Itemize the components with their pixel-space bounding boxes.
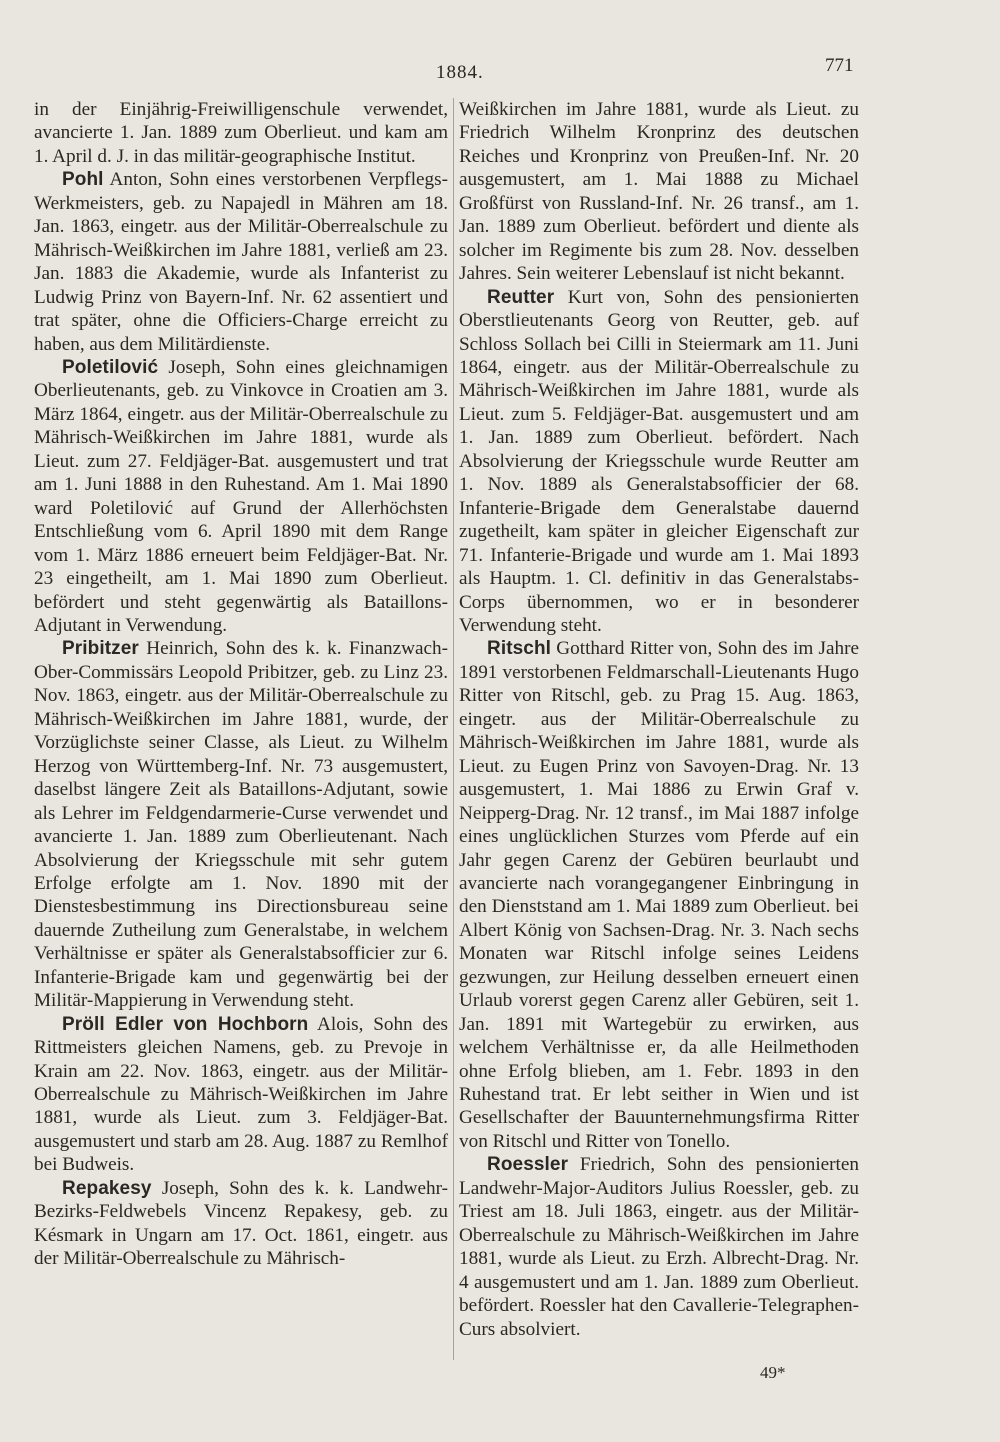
column-divider [453, 98, 454, 1360]
biography-entry-repakesy [34, 1177, 448, 1271]
entry-name: Reutter [487, 286, 555, 308]
biography-entry-poletilovic [34, 356, 448, 637]
left-column [34, 98, 448, 1271]
entry-name: Roessler [487, 1154, 569, 1176]
entry-text: Joseph, Sohn eines gleichnamigen Oberlieutenants, geb. zu Vinkovce in Croatien am 3. März 1864, eingetr. aus der Militär-Oberrealschule zu Mährisch-Weißkirchen im Jahre 1881, wurde als Lieut. zum 27. Feldjäger-Bat. ausgemustert und trat am 1. Juni 1888 in den Ruhestand. Am 1. Mai 1890 ward Poletilović auf Grund der Allerhöchsten Entschließung vom 6. April 1890 mit dem Range vom 1. März 1886 erneuert beim Feldjäger-Bat. Nr. 23 eingetheilt, am 1. Mai 1890 zum Oberlieut. befördert und steht gegenwärtig als Bataillons-Adjutant in Verwendung. [34, 356, 448, 636]
biography-entry-pohl [34, 168, 448, 356]
entry-text: Friedrich, Sohn des pensionierten Landwehr-Major-Auditors Julius Roessler, geb. zu Triest am 18. Juli 1863, eingetr. aus der Militär-Oberrealschule zu Mährisch-Weißkirchen im Jahre 1881, wurde als Lieut. zu Erzh. Albrecht-Drag. Nr. 4 ausgemustert und am 1. Jan. 1889 zum Oberlieut. befördert. Roessler hat den Cavallerie-Telegraphen-Curs absolviert. [459, 1154, 859, 1340]
entry-name: Ritschl [487, 638, 552, 660]
entry-text: Heinrich, Sohn des k. k. Finanzwach-Ober-Commissärs Leopold Pribitzer, geb. zu Linz 23. Nov. 1863, eingetr. aus der Militär-Oberrealschule zu Mährisch-Weißkirchen im Jahre 1881, wurde, der Vorzüglichste seiner Classe, als Lieut. zu Wilhelm Herzog von Württemberg-Inf. Nr. 73 ausgemustert, daselbst längere Zeit als Bataillons-Adjutant, sowie als Lehrer im Feldgendarmerie-Curse verwendet und avancierte 1. Jan. 1889 zum Oberlieutenant. Nach Absolvierung der Kriegsschule mit sehr gutem Erfolge erfolgte am 1. Nov. 1890 mit der Dienstesbestimmung ins Directionsbureau seine dauernde Zutheilung zum Generalstabe, in welchem Verhältnisse er später als Generalstabsofficier zur 6. Infanterie-Brigade kam und gegenwärtig bei der Militär-Mappierung in Verwendung steht. [34, 638, 448, 1012]
entry-name: Pribitzer [62, 638, 139, 660]
biography-entry-reutter [459, 286, 859, 638]
entry-text: Gotthard Ritter von, Sohn des im Jahre 1891 verstorbenen Feldmarschall-Lieutenants Hugo Ritter von Ritschl, geb. zu Prag 15. Aug. 1863, eingetr. aus der Militär-Oberrealschule zu Mährisch-Weißkirchen im Jahre 1881, wurde als Lieut. zu Eugen Prinz von Savoyen-Drag. Nr. 13 ausgemustert, 1. Mai 1886 zu Erwin Graf v. Neipperg-Drag. Nr. 12 transf., im Mai 1887 infolge eines unglücklichen Sturzes vom Pferde auf ein Jahr gegen Carenz der Gebüren beurlaubt und avancierte nach vorangegangener Einbringung in den Dienststand am 1. Mai 1889 zum Oberlieut. bei Albert König von Sachsen-Drag. Nr. 3. Nach sechs Monaten war Ritschl infolge seines Leidens gezwungen, zur Heilung desselben erneuert einen Urlaub vorerst gegen Carenz aller Gebüren, seit 1. Jan. 1891 mit Wartegebür zu erwirken, aus welchem Verhältnisse er, da alle Heilmethoden ohne Erfolg blieben, am 1. Febr. 1893 in den Ruhestand trat. Er lebt seither in Wien und ist Gesellschafter der Bauunternehmungsfirma Ritter von Ritschl und Ritter von Tonello. [459, 638, 859, 1152]
continuation-paragraph: in der Einjährig-Freiwilligenschule verwendet, avancierte 1. Jan. 1889 zum Oberlieut. und kam am 1. April d. J. in das militär-geographische Institut. [34, 99, 448, 167]
entry-name: Repakesy [62, 1177, 152, 1199]
running-head-year: 1884. [436, 62, 484, 83]
continuation-paragraph: Weißkirchen im Jahre 1881, wurde als Lieut. zu Friedrich Wilhelm Kronprinz des deutschen Reiches und Kronprinz von Preußen-Inf. Nr. 20 ausgemustert, am 1. Mai 1888 zu Michael Großfürst von Russland-Inf. Nr. 26 transf., am 1. Jan. 1889 zum Oberlieut. befördert und diente als solcher im Regimente bis zum 28. Nov. desselben Jahres. Sein weiterer Lebenslauf ist nicht bekannt. [459, 99, 859, 285]
entry-text: Alois, Sohn des Rittmeisters gleichen Namens, geb. zu Prevoje in Krain am 22. Nov. 1863, eingetr. aus der Militär-Oberrealschule zu Mährisch-Weißkirchen im Jahre 1881, wurde als Lieut. zum 3. Feldjäger-Bat. ausgemustert und starb am 28. Aug. 1887 zu Remlhof bei Budweis. [34, 1013, 448, 1176]
entry-name: Poletilović [62, 356, 159, 378]
entry-text: Joseph, Sohn des k. k. Landwehr-Bezirks-Feldwebels Vincenz Repakesy, geb. zu Késmark in Ungarn am 17. Oct. 1861, eingetr. aus der Militär-Oberrealschule zu Mährisch- [34, 1177, 448, 1270]
entry-text: Anton, Sohn eines verstorbenen Verpflegs-Werkmeisters, geb. zu Napajedl in Mähren am 18. Jan. 1863, eingetr. aus der Militär-Oberrealschule zu Mährisch-Weißkirchen im Jahre 1881, verließ am 23. Jan. 1883 die Akademie, wurde als Infanterist zu Ludwig Prinz von Bayern-Inf. Nr. 62 assentiert und trat später, ohne die Officiers-Charge erreicht zu haben, aus dem Militärdienste. [34, 169, 448, 355]
signature-mark: 49* [760, 1363, 786, 1382]
biography-entry-pribitzer [34, 637, 448, 1012]
entry-name: Pröll Edler von Hochborn [62, 1013, 309, 1035]
biography-entry-ritschl [459, 637, 859, 1153]
page-number: 771 [825, 55, 854, 76]
biography-entry-proell [34, 1013, 448, 1177]
entry-text: Kurt von, Sohn des pensionierten Oberstlieutenants Georg von Reutter, geb. auf Schloss Sollach bei Cilli in Steiermark am 11. Juni 1864, eingetr. aus der Militär-Oberrealschule zu Mährisch-Weißkirchen im Jahre 1881, wurde als Lieut. zum 5. Feldjäger-Bat. ausgemustert und am 1. Jan. 1889 zum Oberlieut. befördert. Nach Absolvierung der Kriegsschule wurde Reutter am 1. Nov. 1889 als Generalstabsofficier der 68. Infanterie-Brigade dem Generalstabe dauernd zugetheilt, kam später in gleicher Eigenschaft zur 71. Infanterie-Brigade und wurde am 1. Mai 1893 als Hauptm. 1. Cl. definitiv in das Generalstabs-Corps übernommen, wo er in besonderer Verwendung steht. [459, 286, 859, 636]
right-column [459, 98, 859, 1341]
entry-name: Pohl [62, 169, 104, 191]
biography-entry-roessler [459, 1153, 859, 1341]
